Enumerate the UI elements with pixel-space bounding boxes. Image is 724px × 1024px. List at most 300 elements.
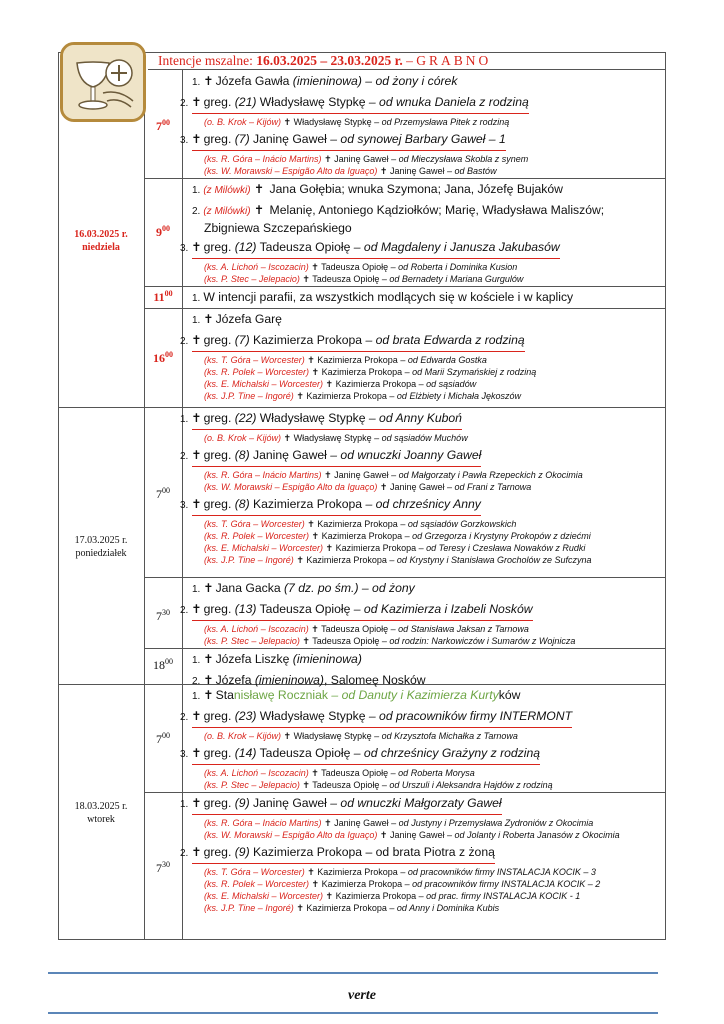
num: 1. [192,584,201,595]
num: 2. [180,605,189,616]
text: Tadeusza Opiołę [321,624,389,634]
from: – od żony i córek [361,74,458,88]
priest: (o. B. Krok – Kijów) [204,117,282,127]
text: Janinę Gaweł [334,154,389,164]
from: – od sąsiadów [416,379,477,389]
from: – od Krystyny i Stanisława Grocholów ze Sufczyna [386,555,592,565]
text: greg. [203,497,235,511]
text: Józefa Liszkę [215,652,293,666]
cross-icon: ✝ [307,519,315,529]
mass-block [180,792,662,914]
name: Tadeusza Opiołę [256,602,351,616]
note: (imieninowa) [292,652,362,666]
from-green: – od Danuty i Kazimierza Kurty [328,688,499,702]
mass-block [180,178,662,285]
num: 2. [180,451,189,462]
sub-intention [204,116,662,128]
name: Janinę Gaweł [249,448,327,462]
from: – od sąsiadów Muchów [371,433,468,443]
from: – od pracowników firmy INTERMONT [365,709,573,723]
text: Kazimierza Prokopa [306,903,387,913]
cross-icon: ✝ [191,709,202,723]
intention [180,795,662,815]
intention [192,202,662,236]
hour: 16 [153,351,165,365]
note: (12) [234,240,257,254]
text: Tadeusza Opiołę [321,768,389,778]
text: Władysławę Stypkę [293,117,372,127]
text: greg. [203,709,235,723]
note: (13) [234,602,257,616]
num: 2. [180,712,189,723]
hour: 7 [156,732,162,746]
text: greg. [203,602,235,616]
cross-icon: ✝ [203,688,214,702]
text: greg. [203,448,235,462]
mass-block [192,286,662,309]
name: Władysławę Stypkę [256,411,366,425]
origin: (z Milówki) [203,206,251,217]
weekday-text: niedziela [82,242,120,253]
mass-time [144,860,182,876]
intention [180,844,662,864]
priest: (ks. J.P. Tine – Ingoré) [204,555,294,565]
minute: 00 [165,657,173,666]
priest: (ks. T. Góra – Worcester) [204,355,305,365]
sub-intention [204,518,662,530]
intention [192,181,662,199]
num: 1. [192,691,201,702]
date-text: 16.03.2025 r. [74,229,128,240]
text: greg. [203,411,235,425]
text: greg. [203,132,235,146]
from: – od Magdaleny i Janusza Jakubasów [350,240,560,254]
intention [180,601,662,621]
priest: (ks. T. Góra – Worcester) [204,867,305,877]
sub-intention [204,635,662,647]
cross-icon: ✝ [324,818,332,828]
sub-intention [204,530,662,542]
cross-icon: ✝ [296,903,304,913]
intention [192,311,662,329]
text-green: nisławę Roczniak [233,688,329,702]
footer-rule-bottom [48,1012,658,1014]
cross-icon: ✝ [379,830,388,840]
sub-intention [204,390,662,402]
from: – od wnuczki Joanny Gaweł [326,448,482,462]
verte-label: verte [348,988,376,1003]
sub-intention [204,378,662,390]
from: – od synowej Barbary Gaweł – 1 [326,132,506,146]
from: – od prac. firmy INSTALACJA KOCIK - 1 [416,891,581,901]
mass-time [144,486,182,502]
priest: (ks. E. Michalski – Worcester) [204,891,324,901]
minute: 00 [162,224,170,233]
priest: (ks. W. Morawski – Espigão Alto da Iguaço) [204,166,378,176]
sub-intention [204,432,662,444]
hour: 7 [156,487,162,501]
text: Kazimierza Prokopa [317,355,398,365]
num: 1. [192,315,201,326]
mass-time [144,350,182,366]
num: 1. [192,185,201,196]
priest: (ks. R. Polek – Worcester) [204,531,310,541]
cross-icon: ✝ [191,411,202,425]
hour: 7 [156,861,162,875]
name: Tadeusza Opiołę [256,240,351,254]
intention [180,447,662,467]
minute: 00 [162,118,170,127]
origin: (z Milówki) [203,185,251,196]
sub-intention [204,469,662,481]
name: Kazimierza Prokopa [249,845,363,859]
cross-icon: ✝ [325,543,334,553]
cross-icon: ✝ [311,879,320,889]
text: Kazimierza Prokopa [321,879,403,889]
minute: 00 [165,350,173,359]
num: 1. [180,799,189,810]
sub-intention [204,878,662,890]
text: Janinę Gaweł [389,830,445,840]
text: W intencji parafii, za wszystkich modlących się w kościele i w kaplicy [203,290,574,304]
text: ków [498,688,521,702]
weekday-text: poniedziałek [75,548,127,559]
note: (14) [234,746,257,760]
num: 1. [192,293,201,304]
mass-block [180,308,662,402]
footer-rule-top [48,972,658,974]
priest: (ks. W. Morawski – Espigão Alto da Iguaço) [204,482,378,492]
day-date-2 [58,534,144,560]
intention [180,410,662,430]
sub-intention [204,273,662,285]
text: Janinę Gaweł [389,482,445,492]
cross-icon: ✝ [379,166,388,176]
cross-icon: ✝ [191,132,202,146]
priest: (ks. R. Góra – Inácio Martins) [204,818,322,828]
text: Kazimierza Prokopa [335,891,417,901]
from: – od rodzin: Narkowiczów i Sumarów z Wojnicza [379,636,576,646]
intention [180,332,662,352]
cross-icon: ✝ [203,581,214,595]
cross-icon: ✝ [253,182,265,196]
cross-icon: ✝ [191,796,202,810]
sub-intention [204,623,662,635]
mass-block [180,684,662,791]
sub-intention [204,817,662,829]
cross-icon: ✝ [307,355,315,365]
text: greg. [203,333,235,347]
minute: 00 [162,731,170,740]
minute: 30 [162,860,170,869]
cross-icon: ✝ [311,367,320,377]
from: – od Krzysztofa Michałka z Tarnowa [371,731,518,741]
sub-intention [204,261,662,273]
sub-intention [204,767,662,779]
cross-icon: ✝ [191,497,202,511]
name: Władysławę Stypkę [256,95,366,109]
date-text: 18.03.2025 r. [74,801,128,812]
priest: (ks. T. Góra – Worcester) [204,519,305,529]
text: Janinę Gaweł [334,818,389,828]
cross-icon: ✝ [311,531,320,541]
name: , Salomeę Nosków [323,673,426,687]
text: Tadeusza Opiołę [321,262,389,272]
num: 1. [180,414,189,425]
text: Melanię, Antoniego Kądziołków; Marię, Władysława Maliszów; Zbigniewa Szczepańskiego [204,203,605,235]
from: – od sąsiadów Gorzkowskich [397,519,517,529]
text: Józefa Gawła [215,74,293,88]
cross-icon: ✝ [253,203,265,217]
from: – od Edwarda Gostka [397,355,487,365]
sub-intention [204,165,662,177]
note: (8) [234,497,250,511]
priest: (ks. A. Lichoń – Iscozacin) [204,262,309,272]
intention [180,239,662,259]
from: – od Jolanty i Roberta Janasów z Okocimia [444,830,620,840]
date-text: 17.03.2025 r. [74,535,128,546]
mass-time [144,289,182,305]
intention [192,687,662,705]
name: Janinę Gaweł [249,796,327,810]
priest: (ks. P. Stec – Jelepacio) [204,636,300,646]
cross-icon: ✝ [302,274,310,284]
priest: (ks. R. Góra – Inácio Martins) [204,154,322,164]
cross-icon: ✝ [296,391,304,401]
mass-block [180,407,662,566]
text: Jana Gacka [215,581,284,595]
mass-block [180,577,662,647]
cross-icon: ✝ [283,117,292,127]
note: (9) [234,796,250,810]
cross-icon: ✝ [325,379,334,389]
title-label: Intencje mszalne: [158,53,253,68]
hour: 7 [156,119,162,133]
text: Józefa [215,673,255,687]
mass-time [144,224,182,240]
from: – od Stanisława Jaksan z Tarnowa [388,624,529,634]
cross-icon: ✝ [324,470,332,480]
cross-icon: ✝ [191,333,202,347]
priest: (ks. W. Morawski – Espigão Alto da Iguaço) [204,830,378,840]
from: – od chrześnicy Anny [362,497,481,511]
text: Kazimierza Prokopa [306,555,387,565]
text: Tadeusza Opiołę [312,780,380,790]
from: – od pracowników firmy INSTALACJA KOCIK – 2 [402,879,601,889]
mass-block [180,70,662,177]
note: (7) [234,333,250,347]
from: – od Elżbiety i Michała Jękoszów [386,391,521,401]
text: greg. [203,240,235,254]
text: Kazimierza Prokopa [321,531,403,541]
cross-icon: ✝ [191,746,202,760]
cross-icon: ✝ [296,555,304,565]
num: 2. [192,206,201,217]
from: – od Anny Kuboń [365,411,462,425]
text: Kazimierza Prokopa [335,543,417,553]
text: Władysławę Stypkę [293,433,372,443]
cross-icon: ✝ [311,624,319,634]
note: (23) [234,709,257,723]
intention [192,580,662,598]
chalice-host-icon [63,45,143,119]
name: Kazimierza Prokopa [249,333,363,347]
cross-icon: ✝ [191,845,202,859]
parish-name: GRABNO [416,53,492,68]
cross-icon: ✝ [283,433,292,443]
cross-icon: ✝ [311,768,319,778]
from: – od wnuka Daniela z rodziną [365,95,529,109]
intention [192,651,662,669]
num: 2. [180,336,189,347]
intention [180,708,662,728]
from: – od chrześnicy Grażyny z rodziną [350,746,541,760]
cross-icon: ✝ [203,312,214,326]
sub-intention [204,902,662,914]
note: (8) [234,448,250,462]
text: Józefa Garę [215,312,282,326]
cross-icon: ✝ [324,154,332,164]
intention [180,496,662,516]
from: – od pracowników firmy INSTALACJA KOCIK – 3 [397,867,596,877]
num: 1. [192,655,201,666]
text: Kazimierza Prokopa [321,367,403,377]
num: 3. [180,243,189,254]
sub-intention [204,481,662,493]
priest: (ks. A. Lichoń – Iscozacin) [204,624,309,634]
from: – od Anny i Dominika Kubis [386,903,500,913]
sub-intention [204,730,662,742]
priest: (o. B. Krok – Kijów) [204,433,282,443]
intention [180,94,662,114]
from: – od Bastów [444,166,497,176]
num: 1. [192,77,201,88]
from: – od Teresy i Czesława Nowaków z Rudki [416,543,586,553]
priest: (o. B. Krok – Kijów) [204,731,282,741]
title-dates: 16.03.2025 – 23.03.2025 r. [256,53,403,68]
from: – od Justyny i Przemysława Zydroniów z Okocimia [388,818,594,828]
hour: 18 [153,658,165,672]
cross-icon: ✝ [191,448,202,462]
cross-icon: ✝ [191,602,202,616]
text: Kazimierza Prokopa [317,519,398,529]
text: greg. [203,95,235,109]
mass-time [144,731,182,747]
text: Janinę Gaweł [389,166,445,176]
priest: (ks. A. Lichoń – Iscozacin) [204,768,309,778]
sub-intention [204,779,662,791]
intention [192,289,662,307]
title-separator: – [406,53,413,68]
from: – od brata Edwarda z rodziną [362,333,525,347]
note: (7 dz. po śm.) – od żony [284,581,415,595]
priest: (ks. P. Stec – Jelepacio) [204,780,300,790]
cross-icon: ✝ [203,74,214,88]
priest: (ks. J.P. Tine – Ingoré) [204,391,294,401]
priest: (ks. J.P. Tine – Ingoré) [204,903,294,913]
cross-icon: ✝ [191,240,202,254]
name: Władysławę Stypkę [256,709,366,723]
text: Kazimierza Prokopa [335,379,417,389]
note: (imieninowa) [292,74,362,88]
intention [180,745,662,765]
from: – od Roberta Morysa [388,768,475,778]
text: Kazimierza Prokopa [306,391,387,401]
num: 2. [180,848,189,859]
text: Tadeusza Opiołę [312,274,380,284]
from: – od Roberta i Dominika Kusion [388,262,518,272]
cross-icon: ✝ [311,262,319,272]
minute: 00 [162,486,170,495]
priest: (ks. R. Polek – Worcester) [204,879,310,889]
text: greg. [203,796,235,810]
num: 2. [180,98,189,109]
from: – od Kazimierza i Izabeli Nosków [350,602,533,616]
priest: (ks. E. Michalski – Worcester) [204,379,324,389]
from: – od Urszuli i Aleksandra Hajdów z rodziną [379,780,553,790]
cross-icon: ✝ [307,867,315,877]
cross-icon: ✝ [203,652,214,666]
num: 3. [180,135,189,146]
priest: (ks. R. Góra – Inácio Martins) [204,470,322,480]
priest: (ks. P. Stec – Jelepacio) [204,274,300,284]
cross-icon: ✝ [379,482,388,492]
from: – od Marii Szymańskiej z rodziną [402,367,537,377]
cross-icon: ✝ [302,636,310,646]
note: (7) [234,132,250,146]
sub-intention [204,829,662,841]
from: – od brata Piotra z żoną [362,845,495,859]
text: Tadeusza Opiołę [312,636,380,646]
from: – od Bernadety i Mariana Gurgulów [379,274,524,284]
sub-intention [204,890,662,902]
hour: 11 [153,290,165,304]
minute: 30 [162,608,170,617]
day-date-3 [58,800,144,826]
hour: 9 [156,225,162,239]
sub-intention [204,542,662,554]
from: – od Grzegorza i Krystyny Prokopów z dziećmi [402,531,591,541]
sub-intention [204,866,662,878]
parish-logo [60,42,146,122]
priest: (ks. R. Polek – Worcester) [204,367,310,377]
priest: (ks. E. Michalski – Worcester) [204,543,324,553]
day-date-1 [58,228,144,254]
text: greg. [203,746,235,760]
cross-icon: ✝ [283,731,292,741]
from: – od Przemysława Pitek z rodziną [371,117,510,127]
name: Tadeusza Opiołę [256,746,351,760]
from: – od wnuczki Małgorzaty Gaweł [326,796,502,810]
note: (imieninowa) [254,673,324,687]
name: Kazimierza Prokopa [249,497,363,511]
num: 3. [180,500,189,511]
note: (21) [234,95,257,109]
sub-intention [204,366,662,378]
name: Janinę Gaweł [249,132,327,146]
intention [180,131,662,151]
sub-intention [204,554,662,566]
from: – od Mieczysława Skobla z synem [388,154,529,164]
hour: 7 [156,609,162,623]
num: 2. [192,676,201,687]
note: (9) [234,845,250,859]
sub-intention [204,354,662,366]
mass-time [144,657,182,673]
intention [192,73,662,91]
num: 3. [180,749,189,760]
text: Władysławę Stypkę [293,731,372,741]
